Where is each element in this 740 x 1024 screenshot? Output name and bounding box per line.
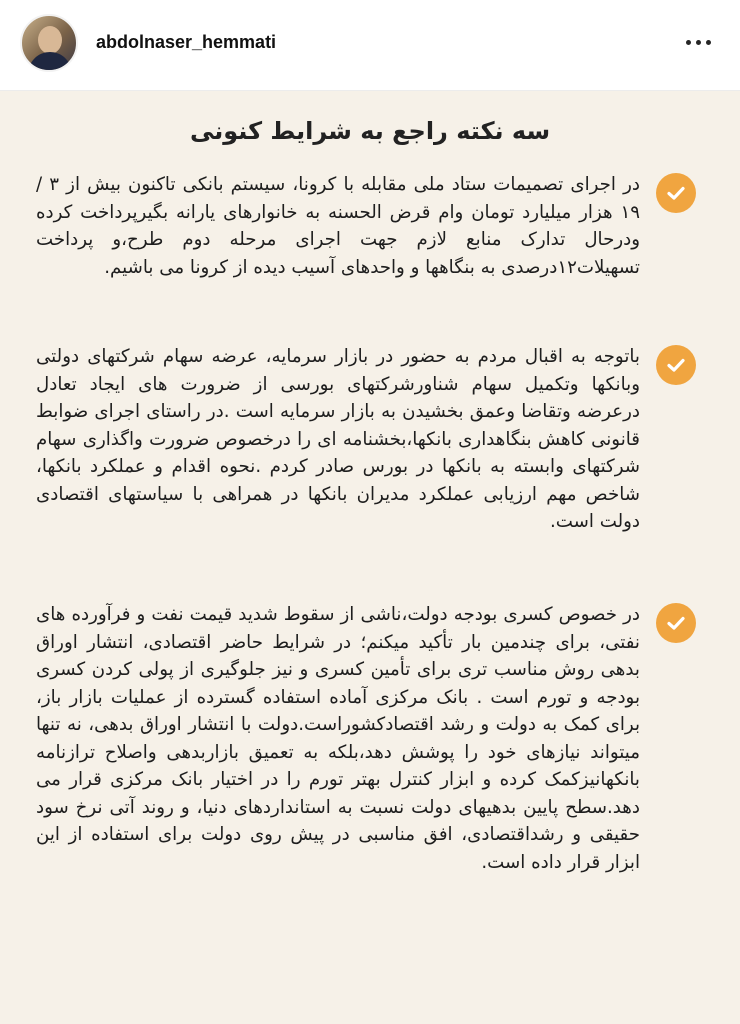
more-dot [696,40,701,45]
post-title: سه نکته راجع به شرایط کنونی [189,117,551,145]
avatar-face [38,26,62,54]
checkmark-icon [656,173,696,213]
more-dot [706,40,711,45]
username-link[interactable]: abdolnaser_hemmati [96,32,277,52]
item-text: باتوجه به اقبال مردم به حضور در بازار سرمایه، عرضه سهام شرکتهای دولتی وبانکها وتکمیل سهام شناورشرکتهای بورسی از ضرورت های ایجاد تعادل درعرضه وتقاضا وعمق بخشیدن به بازار سرمایه است .در راستای اجرای ضوابط قانونی کاهش بنگاهداری بانکها،بخشنامه ای را درخصوص ضرورت واگذاری سهام شرکتهای وابسته به بانکها در بورس صادر کردم .نحوه اقدام و عملکرد بانکها، شاخص مهم ارزیابی عملکرد مدیران بانکها در همراهی با سیاستهای اقتصادی دولت است. [36,346,640,532]
post-image [0,91,740,1024]
more-dot [686,40,691,45]
checkmark-icon [656,345,696,385]
checkmark-icon [656,603,696,643]
avatar-suit [28,52,72,72]
item-text: در خصوص کسری بودجه دولت،ناشی از سقوط شدید قیمت نفت و فرآورده های نفتی، برای چندمین بار تأکید میکنم؛ در شرایط حاضر اقتصادی، انتشار اوراق بدهی روش مناسب تری برای تأمین کسری و نیز جلوگیری از پولی کردن کسری بودجه و تورم است . بانک مرکزی آماده استفاده گسترده از عملیات بازار باز، برای کمک به دولت و رشد اقتصادکشوراست.دولت با انتشار اوراق بدهی، نه تنها میتواند نیازهای خود را پوشش دهد،بلکه به تعمیق بازاربدهی واصلاح ترازنامه بانکهانیزکمک کرده و ابزار کنترل بهتر تورم را در اختیار بانک مرکزی قرار می دهد.سطح پایین بدهیهای دولت نسبت به استانداردهای دنیا، و روند آتی نرخ سود حقیقی و رشداقتصادی، افق مناسبی در پیش روی دولت برای استفاده از این ابزار قرار داده است. [36,604,640,873]
item-text: در اجرای تصمیمات ستاد ملی مقابله با کرونا، سیستم بانکی تاکنون بیش از ۳ /۱۹ هزار میلیارد تومان وام قرض الحسنه به خانوارهای یارانه بگیرپرداخت کرده ودرحال تدارک منابع لازم جهت اجرای مرحله دوم طرح،و پرداخت تسهیلات۱۲درصدی به بنگاهها و واحدهای آسیب دیده از کرونا می باشیم. [36,174,640,278]
post-header [0,0,740,91]
more-options-icon[interactable] [680,30,716,54]
avatar[interactable] [20,14,78,72]
